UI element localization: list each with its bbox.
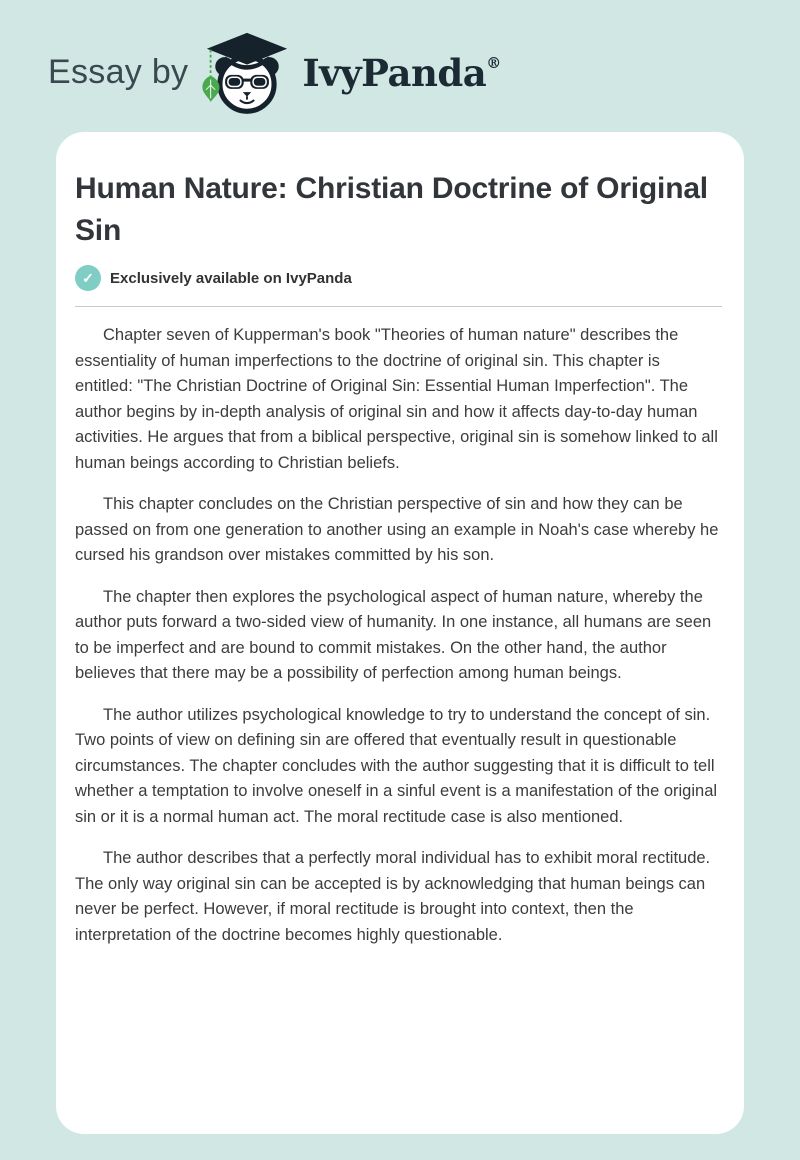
availability-label: Exclusively available on IvyPanda bbox=[110, 269, 352, 287]
essay-paragraph: The chapter then explores the psychological aspect of human nature, whereby the author puts forward a two-sided view of humanity. In one instance, all humans are seen to be imperfect and are bound to commit mistakes. On the other hand, the author believes that there may be a possibility of perfection among human beings. bbox=[75, 587, 712, 682]
availability-badge bbox=[75, 265, 722, 291]
essay-paragraph: The author describes that a perfectly moral individual has to exhibit moral rectitude. The only way original sin can be accepted is by acknowledging that human beings can never be perfect. However, if moral rectitude is brought into context, then the interpretation of the doctrine becomes highly questionable. bbox=[75, 849, 711, 944]
glasses-bridge bbox=[242, 78, 253, 81]
check-icon: ✓ bbox=[75, 265, 101, 291]
registered-mark: ® bbox=[486, 53, 502, 72]
essay-body bbox=[75, 323, 722, 948]
essay-paragraph: Chapter seven of Kupperman's book "Theories of human nature" describes the essentiality of human imperfections to the doctrine of original sin. This chapter is entitled: "The Christian Doctrine of Original Sin: Essential Human Imperfection". The author begins by in-depth analysis of original sin and how it affects day-to-day human activities. He argues that from a biblical perspective, original sin is somehow linked to all human beings according to Christian beliefs. bbox=[75, 326, 718, 472]
brand-name bbox=[302, 51, 501, 95]
divider bbox=[75, 306, 722, 307]
essay-paragraph: This chapter concludes on the Christian perspective of sin and how they can be passed on from one generation to another using an example in Noah's case whereby he cursed his grandson over mistakes committed by his son. bbox=[75, 495, 719, 564]
brand-text: IvyPanda bbox=[302, 50, 487, 95]
essay-paragraph: The author utilizes psychological knowledge to try to understand the concept of sin. Two points of view on defining sin are offered that eventually result in questionable circumstances. The chapter concludes with the author suggesting that it is difficult to tell whether a temptation to involve oneself in a sinful event is a manifestation of the original sin or it is a normal human act. The moral rectitude case is also mentioned. bbox=[75, 705, 718, 826]
essay-title: Human Nature: Christian Doctrine of Original Sin bbox=[75, 172, 708, 247]
essay-card bbox=[56, 132, 744, 1134]
site-header bbox=[0, 0, 800, 115]
essay-by-label: Essay by bbox=[48, 53, 189, 91]
panda-graduate-icon bbox=[200, 31, 294, 115]
